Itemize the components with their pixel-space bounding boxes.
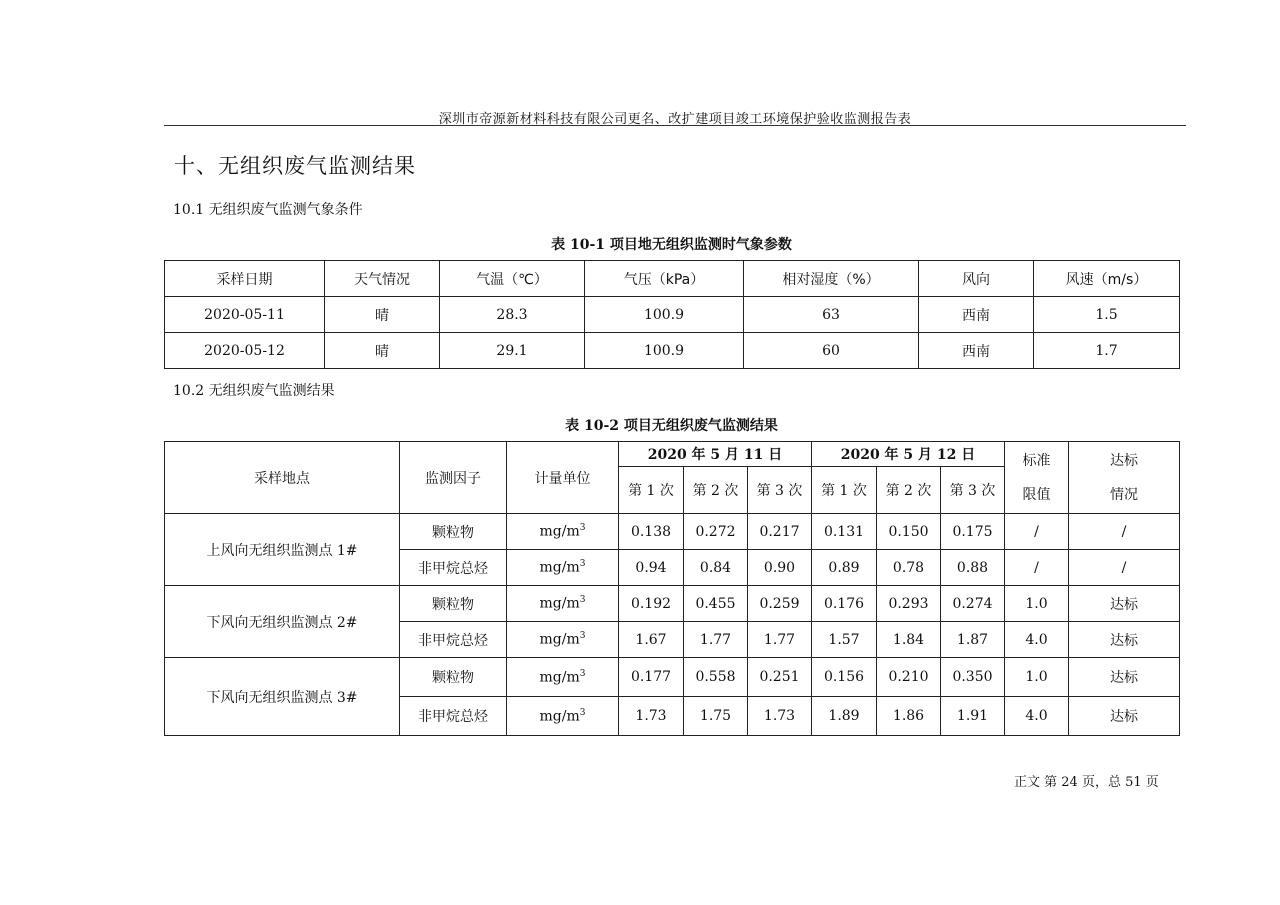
table1-cell: 晴 xyxy=(325,297,440,333)
table2-header-limit xyxy=(1005,442,1069,514)
table2-value-cell: 0.156 xyxy=(812,658,877,697)
table2-unit-cell: $mg/m^3$ xyxy=(507,550,619,586)
table1-cell: 63 xyxy=(744,297,919,333)
table2-value-cell: 0.274 xyxy=(941,586,1005,622)
table2-value-cell: 0.558 xyxy=(684,658,748,697)
table2-unit-cell: $mg/m^3$ xyxy=(507,586,619,622)
table1-header-cell: 风速（m/s） xyxy=(1034,261,1180,297)
table2-value-cell: 0.350 xyxy=(941,658,1005,697)
table2-unit-cell: $mg/m^3$ xyxy=(507,622,619,658)
table2-header-time: 第 3 次 xyxy=(748,467,812,514)
table2-value-cell: 0.210 xyxy=(877,658,941,697)
section-title: 十、无组织废气监测结果 xyxy=(174,154,416,178)
table1-cell: 28.3 xyxy=(440,297,585,333)
report-header-title: 深圳市帝源新材料科技有限公司更名、改扩建项目竣工环境保护验收监测报告表 xyxy=(438,112,912,127)
table1-cell: 60 xyxy=(744,333,919,369)
table2-value-cell: 0.217 xyxy=(748,514,812,550)
table2-header-status-line1: 达标 xyxy=(1110,452,1138,469)
table1-header-cell: 采样日期 xyxy=(165,261,325,297)
table2-value-cell: 1.84 xyxy=(877,622,941,658)
table2-header-status xyxy=(1069,442,1180,514)
table2-factor-cell: 非甲烷总烃 xyxy=(400,622,507,658)
table2-limit-cell: 1.0 xyxy=(1005,586,1069,622)
table1-cell: 2020-05-11 xyxy=(165,297,325,333)
table2-value-cell: 0.251 xyxy=(748,658,812,697)
table2-header-time: 第 1 次 xyxy=(619,467,684,514)
table2-value-cell: 1.89 xyxy=(812,697,877,736)
table1-cell: 100.9 xyxy=(585,333,744,369)
table1-cell: 100.9 xyxy=(585,297,744,333)
table2-value-cell: 0.455 xyxy=(684,586,748,622)
table1-row xyxy=(165,297,1180,333)
table2-limit-cell: 4.0 xyxy=(1005,622,1069,658)
table2-header-row xyxy=(165,442,1180,467)
table2-location-cell: 上风向无组织监测点 1# xyxy=(165,514,400,586)
table1-header-cell: 相对湿度（%） xyxy=(744,261,919,297)
table2-row xyxy=(165,658,1180,697)
table2-value-cell: 0.259 xyxy=(748,586,812,622)
table2-location-cell: 下风向无组织监测点 3# xyxy=(165,658,400,736)
table2-value-cell: 1.67 xyxy=(619,622,684,658)
table2-factor-cell: 非甲烷总烃 xyxy=(400,550,507,586)
table2-header-location: 采样地点 xyxy=(165,442,400,514)
fugitive-emission-results-table xyxy=(164,441,1180,736)
table2-header-unit: 计量单位 xyxy=(507,442,619,514)
table1-header-cell: 气温（℃） xyxy=(440,261,585,297)
table1-cell: 2020-05-12 xyxy=(165,333,325,369)
table2-factor-cell: 颗粒物 xyxy=(400,658,507,697)
table1-caption: 表 10-1 项目地无组织监测时气象参数 xyxy=(551,237,792,253)
table2-status-cell: / xyxy=(1069,550,1180,586)
table2-value-cell: 0.138 xyxy=(619,514,684,550)
table2-limit-cell: 1.0 xyxy=(1005,658,1069,697)
table2-limit-cell: 4.0 xyxy=(1005,697,1069,736)
table2-status-cell: 达标 xyxy=(1069,586,1180,622)
table1-cell: 西南 xyxy=(919,297,1034,333)
table2-row xyxy=(165,514,1180,550)
table2-value-cell: 1.73 xyxy=(748,697,812,736)
table2-header-time: 第 2 次 xyxy=(684,467,748,514)
table2-status-cell: 达标 xyxy=(1069,622,1180,658)
table1-cell: 1.5 xyxy=(1034,297,1180,333)
table2-value-cell: 0.272 xyxy=(684,514,748,550)
table2-status-cell: 达标 xyxy=(1069,697,1180,736)
table2-value-cell: 0.94 xyxy=(619,550,684,586)
table2-location-cell: 下风向无组织监测点 2# xyxy=(165,586,400,658)
table2-header-limit-line1: 标准 xyxy=(1022,452,1051,469)
table2-value-cell: 0.84 xyxy=(684,550,748,586)
table2-value-cell: 0.177 xyxy=(619,658,684,697)
table1-cell: 1.7 xyxy=(1034,333,1180,369)
table2-limit-cell: / xyxy=(1005,514,1069,550)
header-divider xyxy=(164,125,1186,126)
table2-value-cell: 0.131 xyxy=(812,514,877,550)
table2-header-date2: 2020 年 5 月 12 日 xyxy=(812,442,1005,467)
table2-value-cell: 1.91 xyxy=(941,697,1005,736)
table2-value-cell: 0.192 xyxy=(619,586,684,622)
table1-header-cell: 天气情况 xyxy=(325,261,440,297)
table2-factor-cell: 颗粒物 xyxy=(400,586,507,622)
table1-header-cell: 风向 xyxy=(919,261,1034,297)
table2-value-cell: 0.89 xyxy=(812,550,877,586)
table2-value-cell: 1.73 xyxy=(619,697,684,736)
table2-value-cell: 0.175 xyxy=(941,514,1005,550)
table2-header-time: 第 2 次 xyxy=(877,467,941,514)
table2-value-cell: 1.87 xyxy=(941,622,1005,658)
table2-status-cell: / xyxy=(1069,514,1180,550)
table2-caption: 表 10-2 项目无组织废气监测结果 xyxy=(565,418,778,434)
table2-header-limit-line2: 限值 xyxy=(1022,486,1051,503)
page-number-footer: 正文 第 24 页，总 51 页 xyxy=(1014,775,1159,790)
table1-cell: 29.1 xyxy=(440,333,585,369)
table2-unit-cell: $mg/m^3$ xyxy=(507,697,619,736)
weather-conditions-table xyxy=(164,260,1180,369)
table2-status-cell: 达标 xyxy=(1069,658,1180,697)
table2-header-status-line2: 情况 xyxy=(1110,486,1138,503)
table2-value-cell: 1.57 xyxy=(812,622,877,658)
subsection-title-weather: 10.1 无组织废气监测气象条件 xyxy=(173,202,363,218)
table1-row xyxy=(165,333,1180,369)
table2-unit-cell: $mg/m^3$ xyxy=(507,658,619,697)
subsection-title-results: 10.2 无组织废气监测结果 xyxy=(173,383,335,399)
table2-value-cell: 0.293 xyxy=(877,586,941,622)
table2-unit-cell: $mg/m^3$ xyxy=(507,514,619,550)
table2-value-cell: 0.176 xyxy=(812,586,877,622)
table1-cell: 西南 xyxy=(919,333,1034,369)
table2-header-time: 第 1 次 xyxy=(812,467,877,514)
table2-header-time: 第 3 次 xyxy=(941,467,1005,514)
table2-value-cell: 1.77 xyxy=(748,622,812,658)
table2-limit-cell: / xyxy=(1005,550,1069,586)
table1-header-row xyxy=(165,261,1180,297)
table2-factor-cell: 颗粒物 xyxy=(400,514,507,550)
table1-cell: 晴 xyxy=(325,333,440,369)
table2-value-cell: 1.75 xyxy=(684,697,748,736)
table2-value-cell: 0.78 xyxy=(877,550,941,586)
table1-header-cell: 气压（kPa） xyxy=(585,261,744,297)
table2-value-cell: 1.77 xyxy=(684,622,748,658)
table2-value-cell: 0.90 xyxy=(748,550,812,586)
table2-value-cell: 1.86 xyxy=(877,697,941,736)
table2-row xyxy=(165,586,1180,622)
table2-header-date1: 2020 年 5 月 11 日 xyxy=(619,442,812,467)
table2-factor-cell: 非甲烷总烃 xyxy=(400,697,507,736)
table2-value-cell: 0.88 xyxy=(941,550,1005,586)
table2-value-cell: 0.150 xyxy=(877,514,941,550)
table2-header-factor: 监测因子 xyxy=(400,442,507,514)
